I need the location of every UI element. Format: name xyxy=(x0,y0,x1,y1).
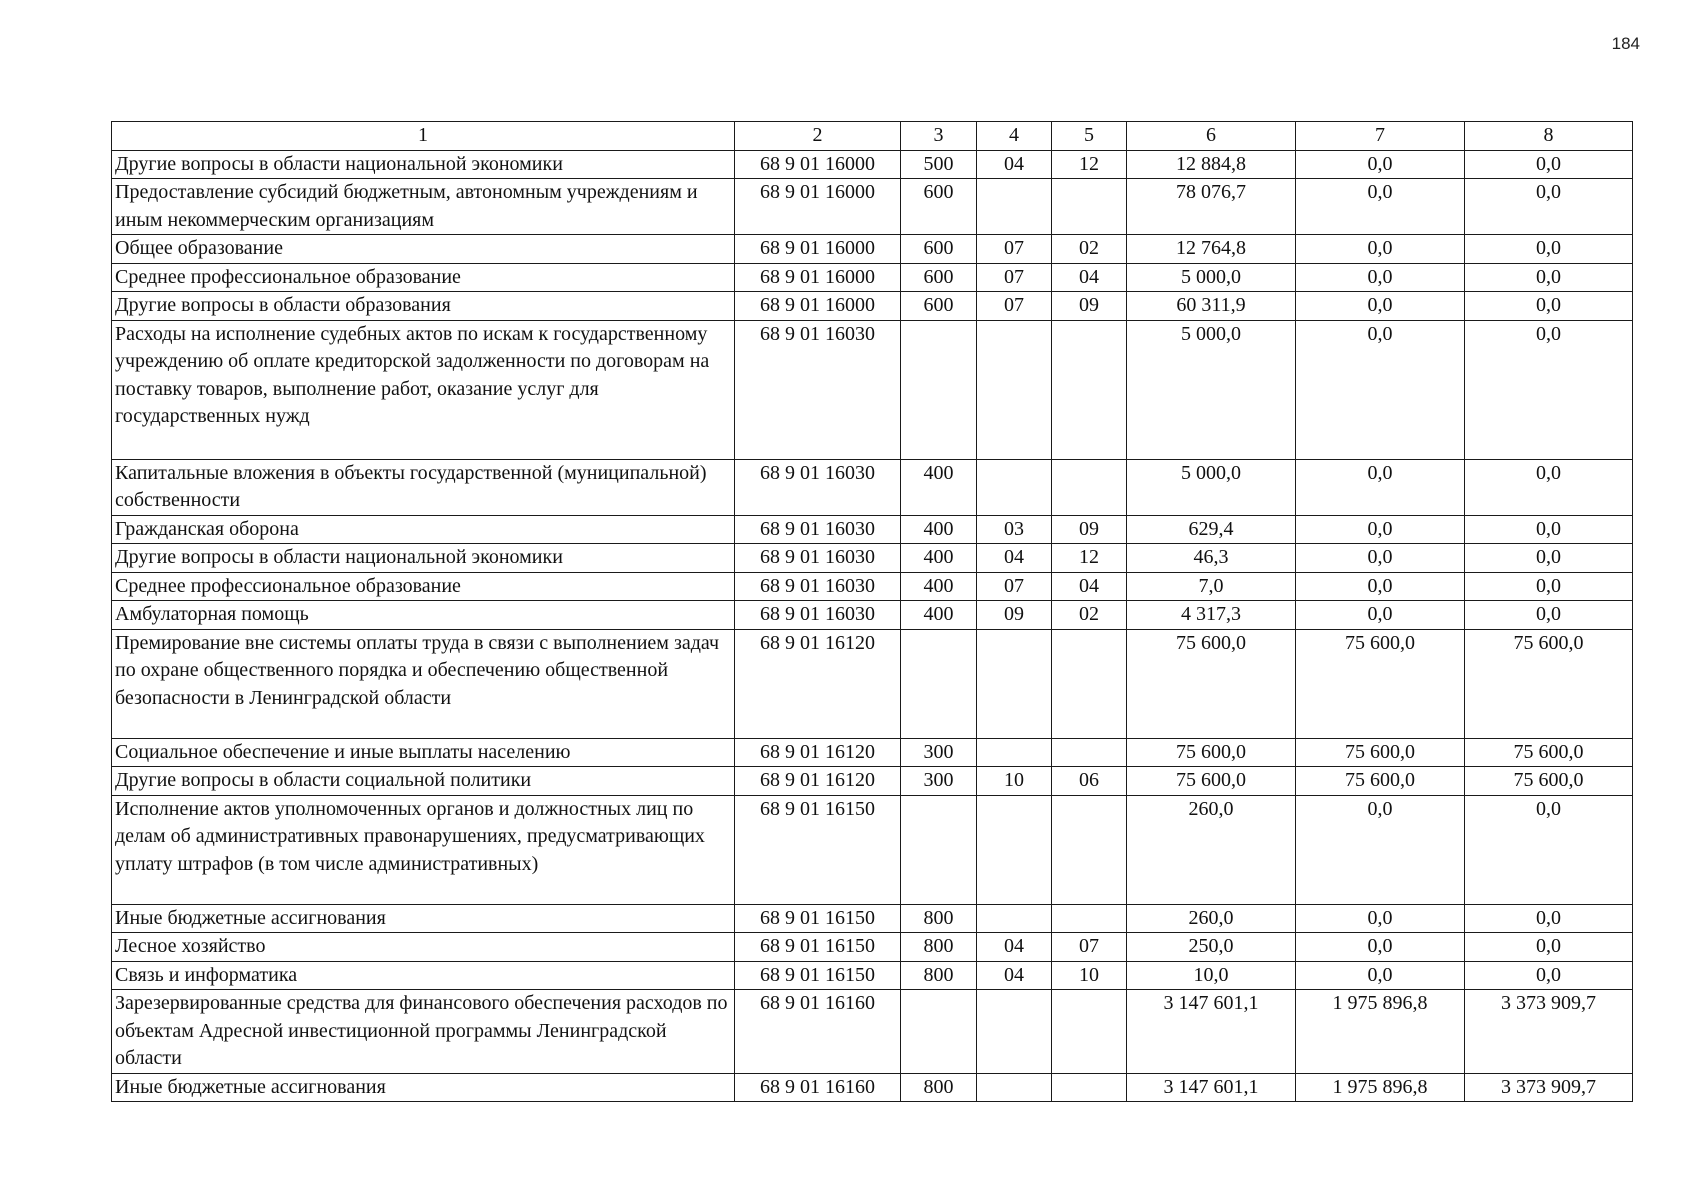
cell-target-code: 68 9 01 16000 xyxy=(735,150,901,179)
cell-subsection xyxy=(1052,1073,1127,1102)
cell-target-code: 68 9 01 16000 xyxy=(735,292,901,321)
column-header: 7 xyxy=(1296,122,1465,151)
table-row xyxy=(112,292,1633,321)
table-row xyxy=(112,544,1633,573)
cell-section xyxy=(977,1073,1052,1102)
cell-amount-year-3: 0,0 xyxy=(1465,515,1633,544)
cell-expense-type: 400 xyxy=(901,459,977,515)
cell-subsection xyxy=(1052,990,1127,1074)
cell-amount-year-1: 75 600,0 xyxy=(1127,767,1296,796)
cell-section xyxy=(977,904,1052,933)
cell-item-name: Предоставление субсидий бюджетным, автономным учреждениям и иным некоммерческим организациям xyxy=(112,179,735,235)
cell-subsection: 12 xyxy=(1052,150,1127,179)
cell-target-code: 68 9 01 16150 xyxy=(735,904,901,933)
cell-expense-type: 400 xyxy=(901,601,977,630)
cell-amount-year-1: 5 000,0 xyxy=(1127,263,1296,292)
table-row xyxy=(112,572,1633,601)
cell-target-code: 68 9 01 16160 xyxy=(735,990,901,1074)
cell-subsection xyxy=(1052,459,1127,515)
cell-amount-year-1: 78 076,7 xyxy=(1127,179,1296,235)
cell-amount-year-2: 0,0 xyxy=(1296,292,1465,321)
cell-subsection xyxy=(1052,320,1127,459)
column-header: 8 xyxy=(1465,122,1633,151)
cell-item-name: Общее образование xyxy=(112,235,735,264)
cell-target-code: 68 9 01 16120 xyxy=(735,738,901,767)
cell-amount-year-1: 60 311,9 xyxy=(1127,292,1296,321)
cell-subsection: 09 xyxy=(1052,515,1127,544)
cell-amount-year-3: 0,0 xyxy=(1465,933,1633,962)
cell-amount-year-1: 75 600,0 xyxy=(1127,629,1296,738)
cell-amount-year-1: 3 147 601,1 xyxy=(1127,990,1296,1074)
table-row xyxy=(112,629,1633,738)
cell-section xyxy=(977,990,1052,1074)
cell-amount-year-1: 3 147 601,1 xyxy=(1127,1073,1296,1102)
table-row xyxy=(112,990,1633,1074)
cell-amount-year-2: 0,0 xyxy=(1296,179,1465,235)
cell-amount-year-3: 0,0 xyxy=(1465,795,1633,904)
header-row xyxy=(112,122,1633,151)
table-row xyxy=(112,235,1633,264)
cell-subsection: 02 xyxy=(1052,601,1127,630)
cell-section xyxy=(977,179,1052,235)
table-row xyxy=(112,263,1633,292)
cell-amount-year-1: 5 000,0 xyxy=(1127,320,1296,459)
cell-amount-year-3: 0,0 xyxy=(1465,320,1633,459)
cell-amount-year-3: 75 600,0 xyxy=(1465,629,1633,738)
cell-amount-year-2: 75 600,0 xyxy=(1296,629,1465,738)
cell-expense-type: 800 xyxy=(901,904,977,933)
cell-amount-year-3: 0,0 xyxy=(1465,544,1633,573)
cell-amount-year-3: 0,0 xyxy=(1465,904,1633,933)
cell-section xyxy=(977,629,1052,738)
cell-amount-year-1: 260,0 xyxy=(1127,904,1296,933)
cell-amount-year-1: 46,3 xyxy=(1127,544,1296,573)
budget-table xyxy=(111,121,1633,1102)
cell-item-name: Социальное обеспечение и иные выплаты населению xyxy=(112,738,735,767)
cell-expense-type: 400 xyxy=(901,572,977,601)
table-row xyxy=(112,933,1633,962)
cell-amount-year-3: 0,0 xyxy=(1465,235,1633,264)
cell-subsection xyxy=(1052,738,1127,767)
cell-section: 10 xyxy=(977,767,1052,796)
cell-target-code: 68 9 01 16030 xyxy=(735,572,901,601)
cell-subsection: 04 xyxy=(1052,263,1127,292)
cell-section xyxy=(977,738,1052,767)
column-header: 1 xyxy=(112,122,735,151)
cell-section: 07 xyxy=(977,292,1052,321)
cell-item-name: Другие вопросы в области образования xyxy=(112,292,735,321)
cell-item-name: Среднее профессиональное образование xyxy=(112,263,735,292)
column-header: 5 xyxy=(1052,122,1127,151)
table-row xyxy=(112,1073,1633,1102)
cell-amount-year-3: 0,0 xyxy=(1465,961,1633,990)
table-row xyxy=(112,320,1633,459)
cell-expense-type: 300 xyxy=(901,767,977,796)
cell-amount-year-3: 0,0 xyxy=(1465,179,1633,235)
column-header: 3 xyxy=(901,122,977,151)
cell-amount-year-1: 75 600,0 xyxy=(1127,738,1296,767)
cell-item-name: Иные бюджетные ассигнования xyxy=(112,904,735,933)
cell-subsection xyxy=(1052,629,1127,738)
cell-amount-year-1: 629,4 xyxy=(1127,515,1296,544)
cell-target-code: 68 9 01 16150 xyxy=(735,961,901,990)
table-row xyxy=(112,961,1633,990)
cell-expense-type: 600 xyxy=(901,179,977,235)
cell-amount-year-2: 0,0 xyxy=(1296,904,1465,933)
cell-amount-year-2: 0,0 xyxy=(1296,320,1465,459)
cell-target-code: 68 9 01 16030 xyxy=(735,544,901,573)
cell-subsection: 10 xyxy=(1052,961,1127,990)
cell-target-code: 68 9 01 16160 xyxy=(735,1073,901,1102)
cell-amount-year-2: 0,0 xyxy=(1296,515,1465,544)
cell-target-code: 68 9 01 16000 xyxy=(735,235,901,264)
cell-target-code: 68 9 01 16000 xyxy=(735,263,901,292)
cell-section xyxy=(977,459,1052,515)
cell-expense-type: 800 xyxy=(901,933,977,962)
table-row xyxy=(112,150,1633,179)
cell-amount-year-3: 0,0 xyxy=(1465,572,1633,601)
table-row xyxy=(112,738,1633,767)
table-row xyxy=(112,179,1633,235)
cell-amount-year-2: 75 600,0 xyxy=(1296,738,1465,767)
cell-amount-year-1: 12 764,8 xyxy=(1127,235,1296,264)
cell-section: 07 xyxy=(977,263,1052,292)
column-header: 4 xyxy=(977,122,1052,151)
cell-target-code: 68 9 01 16000 xyxy=(735,179,901,235)
cell-section: 03 xyxy=(977,515,1052,544)
table-row xyxy=(112,515,1633,544)
cell-amount-year-2: 0,0 xyxy=(1296,933,1465,962)
table-row xyxy=(112,904,1633,933)
cell-item-name: Другие вопросы в области национальной экономики xyxy=(112,544,735,573)
column-header: 6 xyxy=(1127,122,1296,151)
cell-item-name: Амбулаторная помощь xyxy=(112,601,735,630)
cell-expense-type xyxy=(901,629,977,738)
cell-section xyxy=(977,795,1052,904)
table-row xyxy=(112,767,1633,796)
cell-amount-year-2: 0,0 xyxy=(1296,459,1465,515)
cell-expense-type: 400 xyxy=(901,544,977,573)
cell-target-code: 68 9 01 16120 xyxy=(735,767,901,796)
cell-amount-year-3: 0,0 xyxy=(1465,150,1633,179)
cell-subsection: 02 xyxy=(1052,235,1127,264)
cell-item-name: Другие вопросы в области национальной экономики xyxy=(112,150,735,179)
cell-expense-type: 800 xyxy=(901,1073,977,1102)
cell-target-code: 68 9 01 16150 xyxy=(735,933,901,962)
table-row xyxy=(112,795,1633,904)
cell-amount-year-2: 0,0 xyxy=(1296,150,1465,179)
page-number: 184 xyxy=(1611,34,1640,53)
cell-amount-year-3: 0,0 xyxy=(1465,292,1633,321)
cell-subsection: 09 xyxy=(1052,292,1127,321)
cell-section: 04 xyxy=(977,933,1052,962)
cell-item-name: Гражданская оборона xyxy=(112,515,735,544)
cell-target-code: 68 9 01 16150 xyxy=(735,795,901,904)
cell-section: 04 xyxy=(977,150,1052,179)
cell-amount-year-3: 3 373 909,7 xyxy=(1465,990,1633,1074)
cell-expense-type: 400 xyxy=(901,515,977,544)
cell-item-name: Лесное хозяйство xyxy=(112,933,735,962)
cell-amount-year-3: 75 600,0 xyxy=(1465,738,1633,767)
cell-item-name: Расходы на исполнение судебных актов по искам к государственному учреждению об оплате кредиторской задолженности по договорам на поставку товаров, выполнение работ, оказание услуг для государственных нужд xyxy=(112,320,735,459)
cell-amount-year-2: 0,0 xyxy=(1296,544,1465,573)
cell-section: 07 xyxy=(977,235,1052,264)
cell-amount-year-2: 0,0 xyxy=(1296,263,1465,292)
cell-section: 04 xyxy=(977,544,1052,573)
cell-amount-year-3: 0,0 xyxy=(1465,263,1633,292)
cell-subsection xyxy=(1052,795,1127,904)
table-row xyxy=(112,459,1633,515)
cell-item-name: Капитальные вложения в объекты государственной (муниципальной) собственности xyxy=(112,459,735,515)
cell-amount-year-2: 1 975 896,8 xyxy=(1296,1073,1465,1102)
cell-amount-year-3: 3 373 909,7 xyxy=(1465,1073,1633,1102)
table-body xyxy=(112,150,1633,1102)
cell-section xyxy=(977,320,1052,459)
cell-target-code: 68 9 01 16030 xyxy=(735,601,901,630)
cell-subsection: 07 xyxy=(1052,933,1127,962)
cell-item-name: Другие вопросы в области социальной политики xyxy=(112,767,735,796)
cell-target-code: 68 9 01 16030 xyxy=(735,320,901,459)
cell-amount-year-1: 12 884,8 xyxy=(1127,150,1296,179)
cell-expense-type: 600 xyxy=(901,292,977,321)
cell-amount-year-1: 10,0 xyxy=(1127,961,1296,990)
cell-item-name: Связь и информатика xyxy=(112,961,735,990)
cell-section: 09 xyxy=(977,601,1052,630)
cell-item-name: Среднее профессиональное образование xyxy=(112,572,735,601)
cell-amount-year-2: 0,0 xyxy=(1296,961,1465,990)
cell-amount-year-1: 7,0 xyxy=(1127,572,1296,601)
cell-expense-type: 300 xyxy=(901,738,977,767)
cell-amount-year-2: 0,0 xyxy=(1296,795,1465,904)
cell-item-name: Иные бюджетные ассигнования xyxy=(112,1073,735,1102)
cell-amount-year-1: 5 000,0 xyxy=(1127,459,1296,515)
column-header: 2 xyxy=(735,122,901,151)
cell-amount-year-3: 75 600,0 xyxy=(1465,767,1633,796)
cell-amount-year-2: 75 600,0 xyxy=(1296,767,1465,796)
cell-item-name: Премирование вне системы оплаты труда в связи с выполнением задач по охране общественного порядка и обеспечению общественной безопасности в Ленинградской области xyxy=(112,629,735,738)
cell-section: 07 xyxy=(977,572,1052,601)
cell-expense-type xyxy=(901,990,977,1074)
cell-subsection xyxy=(1052,904,1127,933)
cell-target-code: 68 9 01 16030 xyxy=(735,459,901,515)
cell-expense-type: 600 xyxy=(901,235,977,264)
cell-expense-type: 600 xyxy=(901,263,977,292)
table-row xyxy=(112,601,1633,630)
cell-subsection xyxy=(1052,179,1127,235)
cell-amount-year-2: 0,0 xyxy=(1296,601,1465,630)
cell-amount-year-2: 1 975 896,8 xyxy=(1296,990,1465,1074)
cell-amount-year-2: 0,0 xyxy=(1296,572,1465,601)
cell-amount-year-1: 260,0 xyxy=(1127,795,1296,904)
cell-subsection: 04 xyxy=(1052,572,1127,601)
cell-subsection: 06 xyxy=(1052,767,1127,796)
cell-amount-year-2: 0,0 xyxy=(1296,235,1465,264)
cell-expense-type xyxy=(901,795,977,904)
cell-expense-type: 800 xyxy=(901,961,977,990)
cell-item-name: Зарезервированные средства для финансового обеспечения расходов по объектам Адресной инвестиционной программы Ленинградской области xyxy=(112,990,735,1074)
cell-amount-year-3: 0,0 xyxy=(1465,601,1633,630)
cell-expense-type: 500 xyxy=(901,150,977,179)
cell-subsection: 12 xyxy=(1052,544,1127,573)
cell-amount-year-3: 0,0 xyxy=(1465,459,1633,515)
cell-amount-year-1: 250,0 xyxy=(1127,933,1296,962)
cell-target-code: 68 9 01 16120 xyxy=(735,629,901,738)
cell-amount-year-1: 4 317,3 xyxy=(1127,601,1296,630)
cell-target-code: 68 9 01 16030 xyxy=(735,515,901,544)
cell-section: 04 xyxy=(977,961,1052,990)
cell-item-name: Исполнение актов уполномоченных органов и должностных лиц по делам об административных правонарушениях, предусматривающих уплату штрафов (в том числе административных) xyxy=(112,795,735,904)
cell-expense-type xyxy=(901,320,977,459)
